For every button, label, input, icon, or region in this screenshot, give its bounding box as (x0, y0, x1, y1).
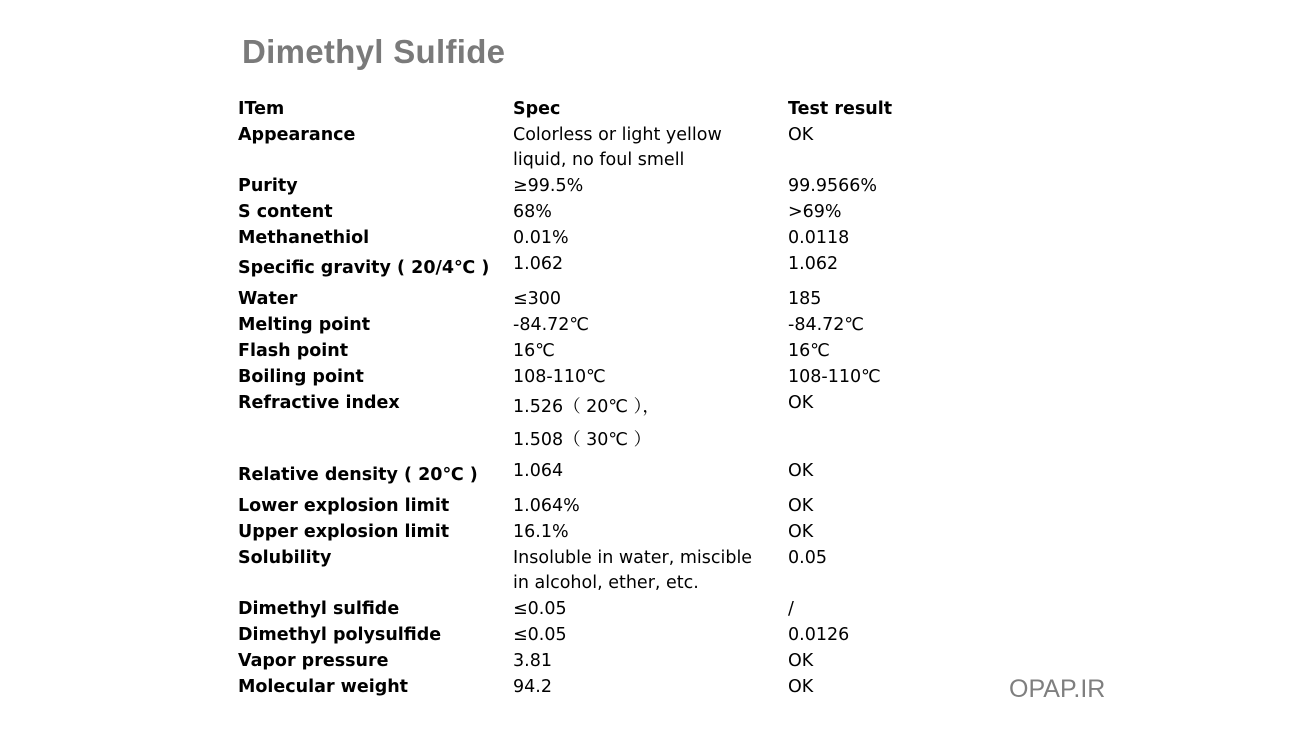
row-item: Upper explosion limit (238, 522, 450, 542)
spec-line: -84.72℃ (513, 315, 590, 335)
table-row (238, 546, 938, 597)
spec-line: ≥99.5% (513, 176, 584, 196)
spec-line: Colorless or light yellow (513, 125, 722, 145)
row-spec (513, 252, 788, 277)
spec-table (238, 97, 938, 701)
table-row (238, 597, 938, 623)
row-item: Dimethyl sulfide (238, 599, 400, 619)
row-result: 99.9566% (788, 176, 877, 196)
table-row (238, 339, 938, 365)
row-spec (513, 200, 788, 225)
table-row (238, 520, 938, 546)
table-row (238, 123, 938, 174)
header-result: Test result (788, 99, 893, 119)
row-spec (513, 459, 788, 484)
table-row (238, 649, 938, 675)
row-spec (513, 226, 788, 251)
row-item: Boiling point (238, 367, 364, 387)
row-item: Dimethyl polysulfide (238, 625, 442, 645)
row-result: OK (788, 496, 814, 516)
row-item: Melting point (238, 315, 371, 335)
row-item: Appearance (238, 125, 356, 145)
table-header-row (238, 97, 938, 123)
row-spec (513, 520, 788, 545)
row-result: 16℃ (788, 341, 830, 361)
spec-line: 1.062 (513, 254, 564, 274)
row-item: Flash point (238, 341, 349, 361)
spec-line: 1.526（ 20℃ ）， (513, 397, 660, 417)
spec-line: 68% (513, 202, 552, 222)
row-result: OK (788, 677, 814, 697)
row-spec (513, 649, 788, 674)
spec-line: 16.1% (513, 522, 569, 542)
row-result: OK (788, 125, 814, 145)
spec-line: 1.064 (513, 461, 564, 481)
table-row (238, 174, 938, 200)
header-item: ITem (238, 99, 285, 119)
row-spec (513, 623, 788, 648)
row-result: 0.0118 (788, 228, 850, 248)
watermark-text: OPAP.IR (1009, 675, 1106, 703)
table-row (238, 391, 938, 459)
row-result: / (788, 599, 794, 619)
row-result: 0.05 (788, 548, 827, 568)
table-row (238, 313, 938, 339)
row-item: Specific gravity ( 20/4℃ ) (238, 258, 490, 278)
spec-line: 1.064% (513, 496, 580, 516)
row-item: Relative density ( 20℃ ) (238, 465, 478, 485)
row-spec (513, 391, 788, 453)
row-spec (513, 365, 788, 390)
row-spec (513, 339, 788, 364)
spec-line: in alcohol, ether, etc. (513, 573, 699, 593)
row-item: Vapor pressure (238, 651, 389, 671)
row-result: >69% (788, 202, 842, 222)
row-result: 108-110℃ (788, 367, 881, 387)
row-item: Refractive index (238, 393, 400, 413)
spec-line: 94.2 (513, 677, 552, 697)
table-row (238, 252, 938, 287)
row-result: OK (788, 651, 814, 671)
row-result: 1.062 (788, 254, 839, 274)
table-row (238, 459, 938, 494)
spec-line: 16℃ (513, 341, 555, 361)
row-item: Purity (238, 176, 298, 196)
spec-line: 1.508（ 30℃ ） (513, 430, 652, 450)
table-row (238, 494, 938, 520)
row-spec (513, 597, 788, 622)
row-result: OK (788, 393, 814, 413)
row-spec (513, 174, 788, 199)
spec-line: 108-110℃ (513, 367, 606, 387)
spec-line: liquid, no foul smell (513, 150, 685, 170)
row-item: Molecular weight (238, 677, 409, 697)
row-result: OK (788, 522, 814, 542)
table-row (238, 623, 938, 649)
table-row (238, 200, 938, 226)
row-result: OK (788, 461, 814, 481)
row-result: 185 (788, 289, 822, 309)
row-spec (513, 546, 788, 596)
row-item: Methanethiol (238, 228, 370, 248)
spec-line: ≤300 (513, 289, 562, 309)
table-row (238, 675, 938, 701)
spec-line: 0.01% (513, 228, 569, 248)
table-row (238, 287, 938, 313)
page-title: Dimethyl Sulfide (242, 33, 506, 70)
spec-line: ≤0.05 (513, 599, 567, 619)
table-row (238, 226, 938, 252)
table-row (238, 365, 938, 391)
header-spec: Spec (513, 99, 561, 119)
row-item: S content (238, 202, 333, 222)
spec-line: Insoluble in water, miscible (513, 548, 753, 568)
row-item: Lower explosion limit (238, 496, 450, 516)
row-result: 0.0126 (788, 625, 850, 645)
spec-line: 3.81 (513, 651, 552, 671)
row-item: Solubility (238, 548, 332, 568)
row-spec (513, 494, 788, 519)
row-spec (513, 287, 788, 312)
row-spec (513, 675, 788, 700)
row-spec (513, 123, 788, 173)
spec-line: ≤0.05 (513, 625, 567, 645)
row-item: Water (238, 289, 298, 309)
row-spec (513, 313, 788, 338)
row-result: -84.72℃ (788, 315, 865, 335)
